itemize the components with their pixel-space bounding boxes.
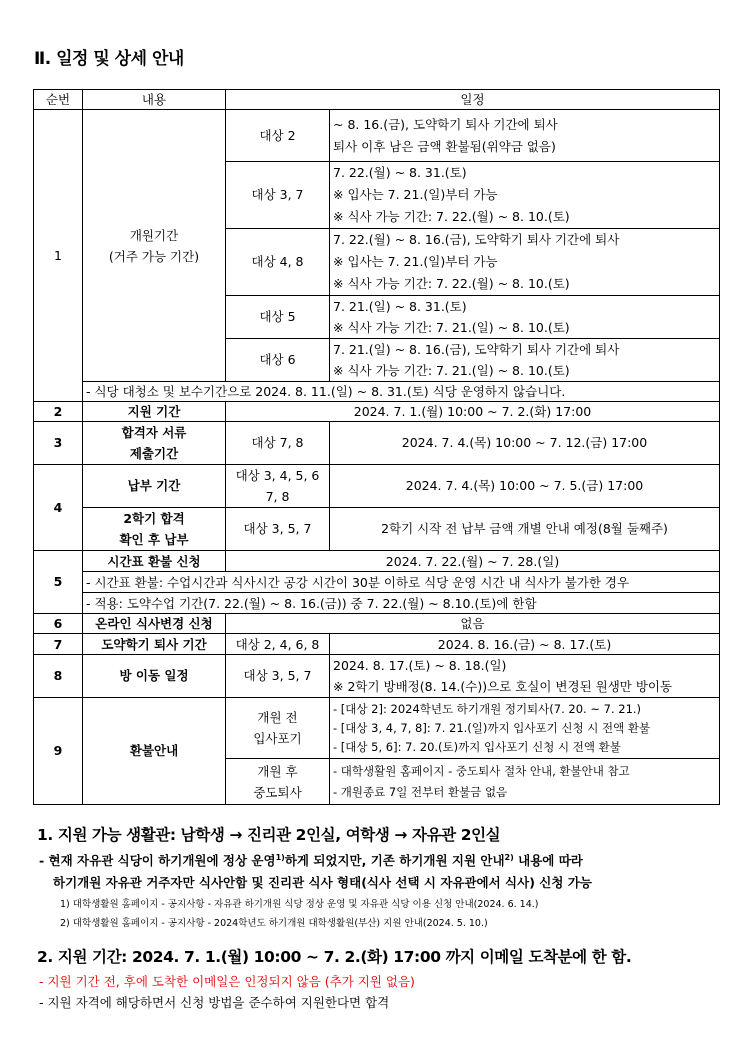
section1-paragraph-cont: 하기개원 자유관 거주자만 식사안함 및 진리관 식사 형태(식사 선택 시 자유관에서 식사) 신청 가능 — [53, 875, 592, 890]
schedule-cell: - [대상 2]: 2024학년도 하기개원 정기퇴사(7. 20. ~ 7. 21.) - [대상 3, 4, 7, 8]: 7. 21.(일)까지 입사포기 신청 시 전액 환불 - [대상 5, 6]: 7. 20.(토)까지 입사포기 신청 시 전액 환불 — [330, 698, 720, 759]
table-row — [34, 110, 720, 162]
section2-warning: - 지원 기간 전, 후에 도착한 이메일은 인정되지 않음 (추가 지원 없음) — [39, 974, 415, 989]
row-number: 8 — [34, 655, 83, 698]
table-header-row — [34, 90, 720, 110]
row-content: 개원기간 (거주 가능 기간) — [83, 110, 226, 382]
target-cell: 대상 7, 8 — [226, 422, 330, 465]
footnote-2: 2) 대학생활원 홈페이지 - 공지사항 - 2024학년도 하기개원 대학생활원(부산) 지원 안내(2024. 5. 10.) — [60, 918, 488, 929]
header-schedule: 일정 — [226, 90, 720, 110]
table-row — [34, 551, 720, 572]
target-cell: 대상 3, 4, 5, 6 7, 8 — [226, 465, 330, 508]
note-cell: - 시간표 환불: 수업시간과 식사시간 공강 시간이 30분 이하로 식당 운영 시간 내 식사가 불가한 경우 — [83, 572, 720, 593]
target-cell: 대상 3, 7 — [226, 162, 330, 229]
row-content: 2학기 합격 확인 후 납부 — [83, 508, 226, 551]
target-cell: 대상 5 — [226, 296, 330, 339]
schedule-cell: 2024. 7. 1.(월) 10:00 ~ 7. 2.(화) 17:00 — [226, 402, 720, 422]
schedule-cell: 7. 22.(월) ~ 8. 31.(토) ※ 입사는 7. 21.(일)부터 가능 ※ 식사 가능 기간: 7. 22.(월) ~ 8. 10.(토) — [330, 162, 720, 229]
target-cell: 대상 3, 5, 7 — [226, 655, 330, 698]
table-row — [34, 593, 720, 614]
row-number: 5 — [34, 551, 83, 614]
schedule-cell: 7. 22.(월) ~ 8. 16.(금), 도약학기 퇴사 기간에 퇴사 ※ 입사는 7. 21.(일)부터 가능 ※ 식사 가능 기간: 7. 22.(월) ~ 8. 10.(토) — [330, 229, 720, 296]
section-heading: Ⅱ. 일정 및 상세 안내 — [34, 49, 184, 69]
table-row — [34, 465, 720, 508]
row-content: 납부 기간 — [83, 465, 226, 508]
footnote-ref-2: 2) — [504, 852, 514, 862]
schedule-cell: 2024. 8. 17.(토) ~ 8. 18.(일) ※ 2학기 방배정(8. 14.(수))으로 호실이 변경된 원생만 방이동 — [330, 655, 720, 698]
row-number: 2 — [34, 402, 83, 422]
note-cell: - 식당 대청소 및 보수기간으로 2024. 8. 11.(일) ~ 8. 31.(토) 식당 운영하지 않습니다. — [83, 382, 720, 402]
target-cell: 대상 2 — [226, 110, 330, 162]
section2-title: 2. 지원 기간: 2024. 7. 1.(월) 10:00 ~ 7. 2.(화) 17:00 까지 이메일 도착분에 한 함. — [37, 948, 632, 966]
target-cell: 대상 3, 5, 7 — [226, 508, 330, 551]
row-content: 시간표 환불 신청 — [83, 551, 226, 572]
schedule-cell: ~ 8. 16.(금), 도약학기 퇴사 기간에 퇴사 퇴사 이후 남은 금액 환불됨(위약금 없음) — [330, 110, 720, 162]
schedule-cell: 2024. 7. 4.(목) 10:00 ~ 7. 12.(금) 17:00 — [330, 422, 720, 465]
table-row — [34, 634, 720, 655]
section2-note: - 지원 자격에 해당하면서 신청 방법을 준수하여 지원한다면 합격 — [39, 995, 390, 1010]
footnote-ref-1: 1) — [275, 852, 285, 862]
row-content: 도약학기 퇴사 기간 — [83, 634, 226, 655]
schedule-table — [33, 89, 720, 805]
schedule-cell: 2024. 8. 16.(금) ~ 8. 17.(토) — [330, 634, 720, 655]
target-cell: 대상 4, 8 — [226, 229, 330, 296]
header-number: 순번 — [34, 90, 83, 110]
table-row — [34, 655, 720, 698]
table-row — [34, 572, 720, 593]
target-cell: 대상 2, 4, 6, 8 — [226, 634, 330, 655]
table-row — [34, 698, 720, 759]
row-number: 1 — [34, 110, 83, 402]
row-content: 지원 기간 — [83, 402, 226, 422]
table-row — [34, 422, 720, 465]
header-content: 내용 — [83, 90, 226, 110]
row-content: 방 이동 일정 — [83, 655, 226, 698]
table-row — [34, 614, 720, 634]
row-number: 6 — [34, 614, 83, 634]
row-content: 온라인 식사변경 신청 — [83, 614, 226, 634]
section1-title: 1. 지원 가능 생활관: 남학생 → 진리관 2인실, 여학생 → 자유관 2인실 — [37, 826, 501, 844]
row-content: 합격자 서류 제출기간 — [83, 422, 226, 465]
schedule-cell: 2024. 7. 4.(목) 10:00 ~ 7. 5.(금) 17:00 — [330, 465, 720, 508]
table-row — [34, 402, 720, 422]
schedule-cell: - 대학생활원 홈페이지 - 중도퇴사 절차 안내, 환불안내 참고 - 개원종료 7일 전부터 환불금 없음 — [330, 759, 720, 805]
table-row — [34, 508, 720, 551]
schedule-cell: 7. 21.(일) ~ 8. 16.(금), 도약학기 퇴사 기간에 퇴사 ※ 식사 가능 기간: 7. 21.(일) ~ 8. 10.(토) — [330, 339, 720, 382]
row-number: 7 — [34, 634, 83, 655]
footnote-1: 1) 대학생활원 홈페이지 - 공지사항 - 자유관 하기개원 식당 정상 운영 및 자유관 식당 이용 신청 안내(2024. 6. 14.) — [60, 899, 539, 910]
schedule-cell: 2학기 시작 전 납부 금액 개별 안내 예정(8월 둘째주) — [330, 508, 720, 551]
row-number: 3 — [34, 422, 83, 465]
row-number: 9 — [34, 698, 83, 805]
target-cell: 대상 6 — [226, 339, 330, 382]
target-cell: 개원 후 중도퇴사 — [226, 759, 330, 805]
schedule-cell: 없음 — [226, 614, 720, 634]
section1-paragraph: - 현재 자유관 식당이 하기개원에 정상 운영$^{1)}$하게 되었지만, 기존 하기개원 지원 안내$^{2)}$ 내용에 따라 — [39, 852, 583, 868]
table-row — [34, 382, 720, 402]
note-cell: - 적용: 도약수업 기간(7. 22.(월) ~ 8. 16.(금)) 중 7. 22.(월) ~ 8.10.(토)에 한함 — [83, 593, 720, 614]
row-content: 환불안내 — [83, 698, 226, 805]
schedule-cell: 7. 21.(일) ~ 8. 31.(토) ※ 식사 가능 기간: 7. 21.(일) ~ 8. 10.(토) — [330, 296, 720, 339]
schedule-cell: 2024. 7. 22.(월) ~ 7. 28.(일) — [226, 551, 720, 572]
target-cell: 개원 전 입사포기 — [226, 698, 330, 759]
row-number: 4 — [34, 465, 83, 551]
